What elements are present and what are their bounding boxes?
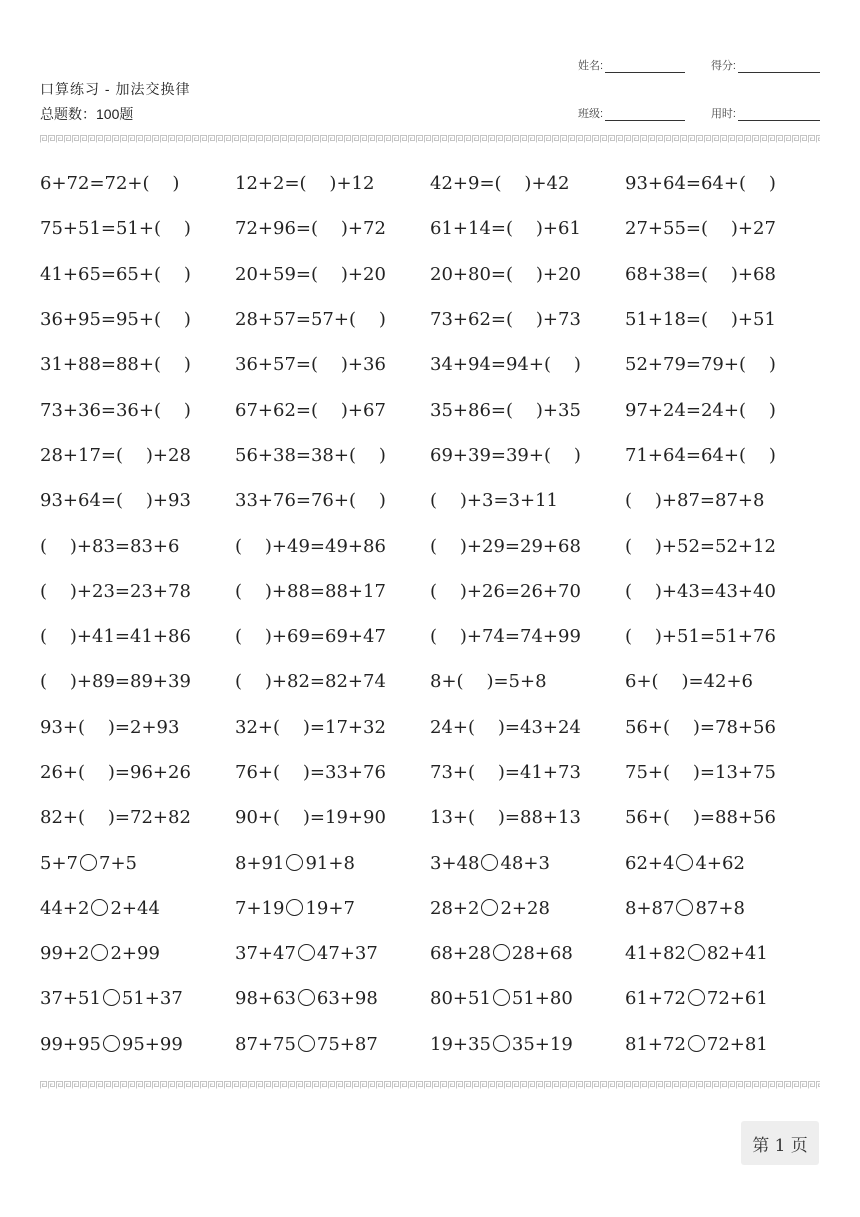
question-item: 72+96=( )+72 xyxy=(235,218,386,240)
question-item: 67+62=( )+67 xyxy=(235,399,386,421)
question-item: ( )+41=41+86 xyxy=(40,626,191,648)
time-label: 用时: xyxy=(710,108,736,120)
comparison-item xyxy=(235,1034,430,1055)
question-item: 8+( )=5+8 xyxy=(430,671,547,693)
question-item: 24+( )=43+24 xyxy=(430,716,581,738)
answer-circle-icon[interactable] xyxy=(493,944,510,961)
comparison-left: 81+72 xyxy=(625,1033,686,1055)
comparison-item xyxy=(625,1034,820,1055)
question-item: 31+88=88+( ) xyxy=(40,354,191,376)
question-row xyxy=(40,705,820,750)
question-item: ( )+43=43+40 xyxy=(625,580,776,602)
question-item: 75+( )=13+75 xyxy=(625,762,776,783)
answer-circle-icon[interactable] xyxy=(298,989,315,1006)
comparison-right: 7+5 xyxy=(99,852,137,874)
answer-circle-icon[interactable] xyxy=(91,944,108,961)
question-item: 36+95=95+( ) xyxy=(40,309,191,331)
question-item: 52+79=79+( ) xyxy=(625,354,776,376)
comparison-right: 72+81 xyxy=(706,1033,768,1055)
comparison-item xyxy=(625,988,820,1009)
answer-circle-icon[interactable] xyxy=(688,944,705,961)
answer-circle-icon[interactable] xyxy=(91,899,108,916)
question-item: 27+55=( )+27 xyxy=(625,218,776,240)
comparison-left: 41+82 xyxy=(625,943,686,965)
score-label: 得分: xyxy=(710,60,736,72)
question-item: 51+18=( )+51 xyxy=(625,309,776,331)
question-item: ( )+51=51+76 xyxy=(625,626,776,648)
answer-circle-icon[interactable] xyxy=(481,899,498,916)
name-label: 姓名: xyxy=(578,60,604,72)
question-item: ( )+23=23+78 xyxy=(40,580,191,602)
question-row xyxy=(40,387,820,432)
comparison-right: 2+44 xyxy=(110,897,160,919)
question-item: 32+( )=17+32 xyxy=(235,716,386,738)
answer-circle-icon[interactable] xyxy=(481,854,498,871)
question-row xyxy=(40,297,820,342)
question-item: ( )+26=26+70 xyxy=(430,580,581,602)
comparison-item xyxy=(430,898,625,919)
question-item: 76+( )=33+76 xyxy=(235,762,386,783)
name-field[interactable] xyxy=(578,57,685,73)
question-row xyxy=(40,252,820,297)
question-item: 35+86=( )+35 xyxy=(430,399,581,421)
comparison-item xyxy=(40,988,235,1009)
question-item: 33+76=76+( ) xyxy=(235,490,386,512)
comparison-item xyxy=(430,853,625,874)
comparison-left: 28+2 xyxy=(430,897,480,919)
question-row xyxy=(40,614,820,659)
answer-circle-icon[interactable] xyxy=(298,944,315,961)
question-item: 93+64=64+( ) xyxy=(625,173,776,195)
time-field[interactable] xyxy=(711,105,820,121)
question-item: 71+64=64+( ) xyxy=(625,444,776,466)
class-label: 班级: xyxy=(578,108,604,120)
question-item: 93+64=( )+93 xyxy=(40,490,191,512)
question-grid xyxy=(40,161,820,1067)
comparison-right: 82+41 xyxy=(706,943,768,965)
comparison-item xyxy=(430,943,625,964)
question-item: ( )+49=49+86 xyxy=(235,535,386,557)
question-item: 61+14=( )+61 xyxy=(430,218,581,240)
comparison-item xyxy=(235,943,430,964)
answer-circle-icon[interactable] xyxy=(286,899,303,916)
comparison-right: 48+3 xyxy=(500,852,550,874)
comparison-right: 19+7 xyxy=(305,897,355,919)
question-item: 42+9=( )+42 xyxy=(430,173,570,195)
comparison-left: 37+51 xyxy=(40,988,101,1010)
question-item: ( )+3=3+11 xyxy=(430,490,558,512)
question-item: ( )+74=74+99 xyxy=(430,626,581,648)
question-item: 56+( )=78+56 xyxy=(625,716,776,738)
comparison-row xyxy=(40,840,820,885)
comparison-item xyxy=(235,853,430,874)
comparison-left: 37+47 xyxy=(235,943,296,965)
comparison-row xyxy=(40,931,820,976)
worksheet-header xyxy=(40,79,190,124)
comparison-left: 68+28 xyxy=(430,943,491,965)
question-item: 6+72=72+( ) xyxy=(40,173,180,195)
question-item: 36+57=( )+36 xyxy=(235,354,386,376)
comparison-row xyxy=(40,1022,820,1067)
comparison-right: 47+37 xyxy=(316,943,378,965)
question-item: 13+( )=88+13 xyxy=(430,807,581,829)
answer-circle-icon[interactable] xyxy=(493,989,510,1006)
question-item: 26+( )=96+26 xyxy=(40,762,191,783)
answer-circle-icon[interactable] xyxy=(80,854,97,871)
comparison-item xyxy=(40,943,235,964)
comparison-right: 87+8 xyxy=(695,897,745,919)
comparison-right: 72+61 xyxy=(706,988,768,1010)
question-item: ( )+83=83+6 xyxy=(40,535,180,557)
worksheet-title: 口算练习 - 加法交换律 xyxy=(40,81,191,97)
question-item: 12+2=( )+12 xyxy=(235,173,375,195)
comparison-left: 99+95 xyxy=(40,1033,101,1055)
answer-circle-icon[interactable] xyxy=(103,989,120,1006)
comparison-item xyxy=(625,898,820,919)
comparison-right: 91+8 xyxy=(305,852,355,874)
comparison-left: 99+2 xyxy=(40,943,90,965)
comparison-right: 28+68 xyxy=(511,943,573,965)
question-item: ( )+52=52+12 xyxy=(625,535,776,557)
question-item: 20+80=( )+20 xyxy=(430,263,581,285)
comparison-item xyxy=(235,898,430,919)
score-field[interactable] xyxy=(711,57,820,73)
comparison-right: 63+98 xyxy=(316,988,378,1010)
comparison-row xyxy=(40,886,820,931)
comparison-right: 75+87 xyxy=(316,1033,378,1055)
comparison-item xyxy=(625,943,820,964)
comparison-item xyxy=(430,1034,625,1055)
question-item: ( )+82=82+74 xyxy=(235,671,386,693)
comparison-item xyxy=(430,988,625,1009)
class-blank[interactable] xyxy=(605,108,685,121)
question-item: ( )+69=69+47 xyxy=(235,626,386,648)
question-item: ( )+29=29+68 xyxy=(430,535,581,557)
comparison-right: 51+37 xyxy=(121,988,183,1010)
comparison-left: 61+72 xyxy=(625,988,686,1010)
question-row xyxy=(40,750,820,795)
comparison-right: 95+99 xyxy=(121,1033,183,1055)
question-item: 34+94=94+( ) xyxy=(430,354,581,376)
comparison-right: 2+28 xyxy=(500,897,550,919)
answer-circle-icon[interactable] xyxy=(676,854,693,871)
question-row xyxy=(40,659,820,704)
answer-circle-icon[interactable] xyxy=(688,989,705,1006)
comparison-right: 35+19 xyxy=(511,1033,573,1055)
comparison-left: 80+51 xyxy=(430,988,491,1010)
top-decorative-border xyxy=(40,135,820,143)
class-field[interactable] xyxy=(578,105,685,121)
question-item: 20+59=( )+20 xyxy=(235,263,386,285)
question-item: 97+24=24+( ) xyxy=(625,399,776,421)
question-row xyxy=(40,478,820,523)
answer-circle-icon[interactable] xyxy=(298,1035,315,1052)
comparison-item xyxy=(625,853,820,874)
comparison-row xyxy=(40,976,820,1021)
page-number: 第 1 页 xyxy=(741,1121,819,1165)
question-item: 93+( )=2+93 xyxy=(40,716,180,738)
comparison-item xyxy=(40,1034,235,1055)
answer-circle-icon[interactable] xyxy=(103,1035,120,1052)
comparison-left: 8+87 xyxy=(625,897,675,919)
comparison-left: 87+75 xyxy=(235,1033,296,1055)
comparison-item xyxy=(40,898,235,919)
question-item: 6+( )=42+6 xyxy=(625,671,753,693)
comparison-left: 7+19 xyxy=(235,897,285,919)
answer-circle-icon[interactable] xyxy=(493,1035,510,1052)
question-row xyxy=(40,569,820,614)
comparison-right: 4+62 xyxy=(695,852,745,874)
question-item: 56+( )=88+56 xyxy=(625,807,776,829)
question-item: 28+17=( )+28 xyxy=(40,444,191,466)
comparison-left: 8+91 xyxy=(235,852,285,874)
question-item: 90+( )=19+90 xyxy=(235,807,386,829)
question-row xyxy=(40,523,820,568)
question-row xyxy=(40,795,820,840)
comparison-left: 98+63 xyxy=(235,988,296,1010)
question-item: 28+57=57+( ) xyxy=(235,309,386,331)
comparison-item xyxy=(40,853,235,874)
question-item: ( )+89=89+39 xyxy=(40,671,191,693)
comparison-left: 3+48 xyxy=(430,852,480,874)
question-item: 75+51=51+( ) xyxy=(40,218,191,240)
comparison-right: 2+99 xyxy=(110,943,160,965)
bottom-decorative-border xyxy=(40,1081,820,1089)
total-questions: 总题数：100题 xyxy=(40,106,134,122)
answer-circle-icon[interactable] xyxy=(688,1035,705,1052)
score-blank[interactable] xyxy=(738,60,820,73)
answer-circle-icon[interactable] xyxy=(286,854,303,871)
question-item: 68+38=( )+68 xyxy=(625,263,776,285)
question-item: 73+62=( )+73 xyxy=(430,309,581,331)
comparison-left: 62+4 xyxy=(625,852,675,874)
question-item: 41+65=65+( ) xyxy=(40,263,191,285)
time-blank[interactable] xyxy=(738,108,820,121)
question-item: 73+36=36+( ) xyxy=(40,399,191,421)
comparison-item xyxy=(235,988,430,1009)
question-row xyxy=(40,342,820,387)
comparison-left: 19+35 xyxy=(430,1033,491,1055)
answer-circle-icon[interactable] xyxy=(676,899,693,916)
question-row xyxy=(40,206,820,251)
question-row xyxy=(40,161,820,206)
question-item: 69+39=39+( ) xyxy=(430,444,581,466)
comparison-left: 44+2 xyxy=(40,897,90,919)
comparison-right: 51+80 xyxy=(511,988,573,1010)
question-item: 73+( )=41+73 xyxy=(430,762,581,783)
question-item: ( )+88=88+17 xyxy=(235,580,386,602)
question-item: 82+( )=72+82 xyxy=(40,807,191,829)
question-item: 56+38=38+( ) xyxy=(235,444,386,466)
name-blank[interactable] xyxy=(605,60,685,73)
question-row xyxy=(40,433,820,478)
comparison-left: 5+7 xyxy=(40,852,78,874)
question-item: ( )+87=87+8 xyxy=(625,490,765,512)
